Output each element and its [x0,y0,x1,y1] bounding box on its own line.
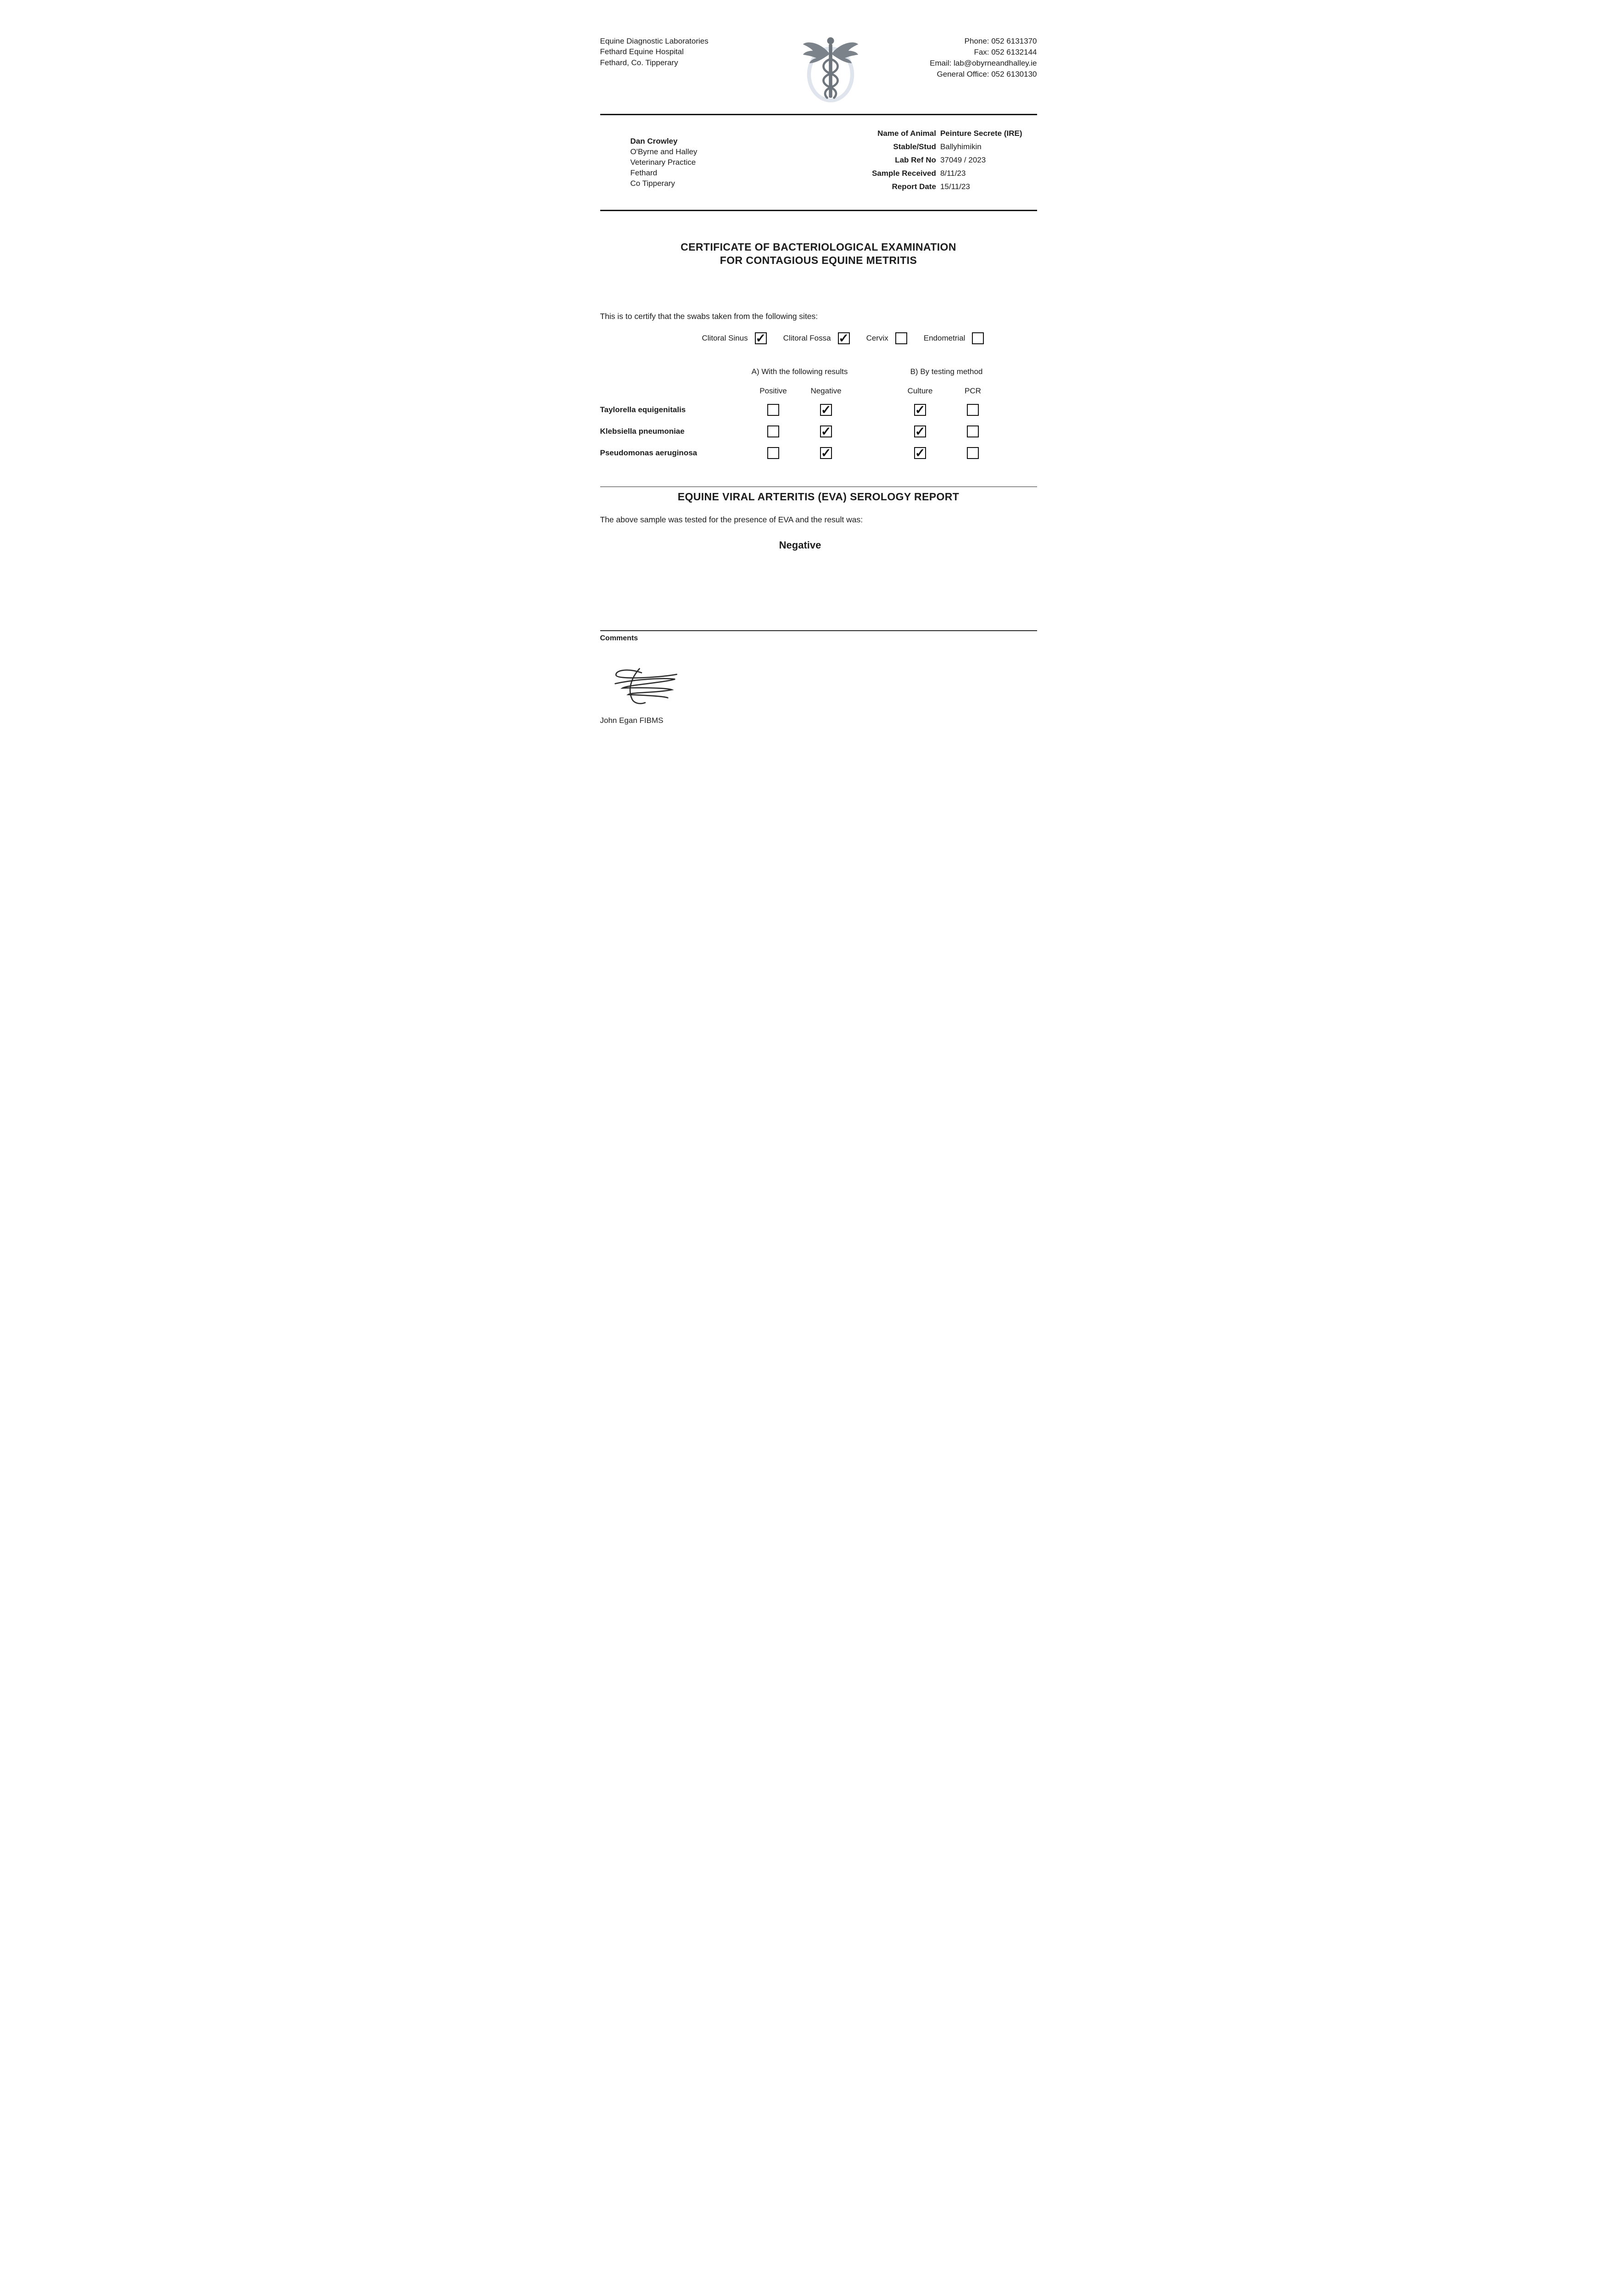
checkbox-clitoral-fossa: ✓ [838,331,849,345]
eva-title: EQUINE VIRAL ARTERITIS (EVA) SEROLOGY REPORT [677,491,960,503]
signer-name: John Egan FIBMS [600,716,664,725]
email-line: Email: lab@obyrneandhalley.ie [930,59,1037,68]
report-date-value: 15/11/23 [940,182,970,191]
results-header: A) With the following results [751,367,848,376]
detail-label: Lab Ref No [895,156,936,164]
divider-top [600,114,1037,115]
addressee-line: Fethard [630,168,658,177]
addressee-line: Veterinary Practice [630,157,696,167]
phone-line: Phone: 052 6131370 [964,37,1037,45]
caduceus-logo-icon [796,32,865,106]
organism-name: Pseudomonas aeruginosa [600,448,698,457]
checkbox-pseudomonas-positive [767,447,779,459]
letterhead [600,32,1037,106]
swab-sites-row [702,332,1037,344]
checkbox-cervix [895,332,907,344]
column-negative: Negative [810,386,842,395]
results-column-headers [600,386,1037,396]
checkbox-klebsiella-negative: ✓ [820,424,832,438]
report-details [872,129,1037,198]
divider-info [600,210,1037,211]
addressee-name: Dan Crowley [630,137,678,146]
site-label: Endometrial [923,333,965,342]
site-label: Cervix [866,333,888,342]
addressee-line: Co Tipperary [630,179,675,188]
stable-stud-value: Ballyhimikin [940,142,982,151]
office-line: General Office: 052 6130130 [937,70,1037,79]
eva-statement: The above sample was tested for the presence of EVA and the result was: [600,515,863,525]
certificate-title-line2: FOR CONTAGIOUS EQUINE METRITIS [720,254,917,267]
checkbox-taylorella-pcr [967,404,979,416]
signature-image [603,665,1037,711]
eva-result: Negative [779,539,821,551]
info-section [600,129,1037,198]
site-label: Clitoral Fossa [783,333,831,342]
results-table [600,367,1037,461]
lab-contact-block [930,32,1037,80]
site-endometrial [924,332,984,344]
addressee-line: O'Byrne and Halley [630,147,698,156]
animal-name-value: Peinture Secrete (IRE) [940,129,1022,138]
certificate-title [600,241,1037,268]
checkbox-klebsiella-pcr [967,425,979,437]
method-header: B) By testing method [910,367,983,376]
divider-comments [600,630,1037,631]
site-cervix [866,332,907,344]
lab-name: Equine Diagnostic Laboratories [600,37,709,45]
lab-location: Fethard, Co. Tipperary [600,58,678,67]
sample-received-value: 8/11/23 [940,169,966,178]
column-positive: Positive [759,386,787,395]
checkbox-pseudomonas-pcr [967,447,979,459]
results-group-headers [600,367,1037,376]
comments-label: Comments [600,634,638,643]
checkbox-clitoral-sinus: ✓ [755,331,766,345]
detail-label: Stable/Stud [893,142,936,151]
checkbox-klebsiella-culture: ✓ [915,424,926,438]
organism-name: Klebsiella pneumoniae [600,426,685,436]
checkbox-taylorella-positive [767,404,779,416]
organism-name: Taylorella equigenitalis [600,405,686,414]
detail-label: Sample Received [872,169,936,178]
checkbox-pseudomonas-culture: ✓ [915,446,926,460]
addressee-block [631,136,698,198]
site-label: Clitoral Sinus [702,333,748,342]
site-clitoral-sinus [702,332,767,344]
column-pcr: PCR [965,386,981,395]
lab-ref-value: 37049 / 2023 [940,156,986,164]
lab-hospital: Fethard Equine Hospital [600,47,684,56]
checkbox-taylorella-culture: ✓ [915,403,926,417]
certify-statement: This is to certify that the swabs taken from the following sites: [600,311,818,321]
certificate-page [560,0,1065,725]
detail-label: Report Date [892,182,936,191]
fax-line: Fax: 052 6132144 [974,48,1037,57]
checkbox-endometrial [972,332,984,344]
site-clitoral-fossa [783,332,850,344]
lab-address-block [600,32,709,68]
table-row [600,445,1037,461]
table-row [600,424,1037,439]
column-culture: Culture [907,386,933,395]
detail-label: Name of Animal [877,129,936,138]
checkbox-taylorella-negative: ✓ [820,403,832,417]
checkbox-pseudomonas-negative: ✓ [820,446,832,460]
certificate-title-line1: CERTIFICATE OF BACTERIOLOGICAL EXAMINATION [681,241,956,253]
table-row [600,402,1037,418]
checkbox-klebsiella-positive [767,425,779,437]
